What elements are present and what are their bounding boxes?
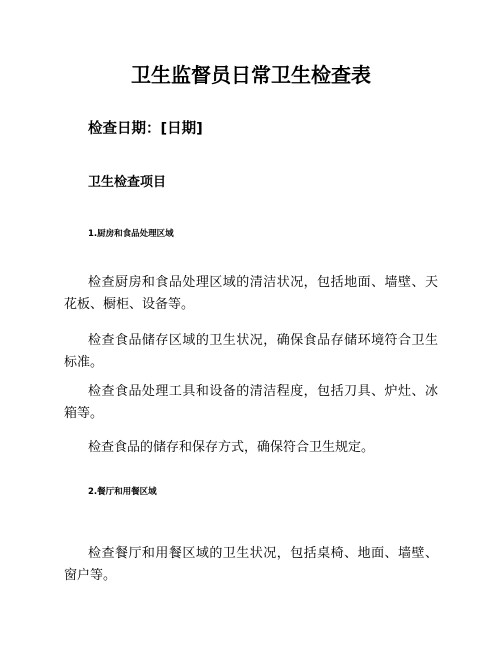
check-item-paragraph: 检查餐厅和用餐区域的卫生状况，包括桌椅、地面、墙壁、窗户等。 (64, 546, 438, 583)
check-item-paragraph: 检查食品的储存和保存方式，确保符合卫生规定。 (88, 440, 375, 455)
check-item-paragraph: 检查厨房和食品处理区域的清洁状况，包括地面、墙壁、天花板、橱柜、设备等。 (64, 275, 438, 312)
section-title: 卫生检查项目 (88, 175, 167, 190)
document-title: 卫生监督员日常卫生检查表 (131, 63, 371, 87)
inspection-date-line: 检查日期：[日期] (88, 121, 203, 137)
check-item-paragraph: 检查食品储存区域的卫生状况，确保食品存储环境符合卫生标准。 (64, 333, 438, 370)
check-item-paragraph: 检查食品处理工具和设备的清洁程度，包括刀具、炉灶、冰箱等。 (64, 384, 438, 421)
section-heading-kitchen: 1.厨房和食品处理区域 (88, 229, 174, 239)
section-heading-dining: 2.餐厅和用餐区域 (88, 487, 157, 497)
